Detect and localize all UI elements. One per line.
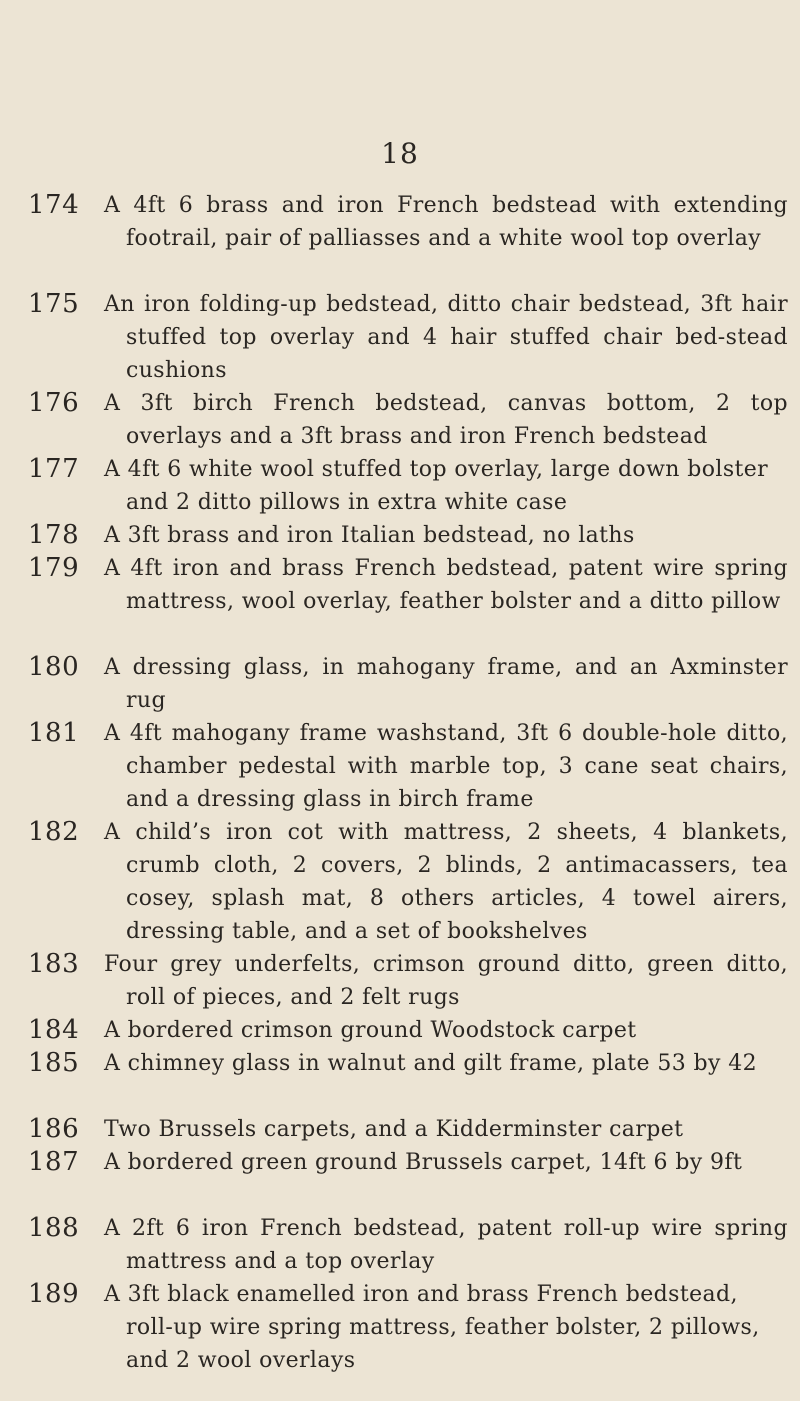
lot-item [28, 387, 788, 453]
lot-item [28, 1146, 788, 1212]
lot-description: A 4ft 6 brass and iron French bedstead with extending footrail, pair of palliasses and a white wool top overlay [104, 193, 788, 251]
lot-number: 176 [28, 388, 80, 418]
lot-item [28, 717, 788, 816]
lot-number: 180 [28, 652, 80, 682]
lot-number: 182 [28, 817, 80, 847]
lot-number: 183 [28, 949, 80, 979]
lot-description: A 4ft iron and brass French bedstead, patent wire spring mattress, wool overlay, feather bolster and a ditto pillow [104, 556, 788, 614]
lot-number: 178 [28, 520, 80, 550]
lot-number: 187 [28, 1147, 80, 1177]
lot-item [28, 288, 788, 387]
lot-description: A 4ft mahogany frame washstand, 3ft 6 double-hole ditto, chamber pedestal with marble top, 3 cane seat chairs, and a dressing glass in birch frame [104, 721, 788, 812]
lot-description: A chimney glass in walnut and gilt frame, plate 53 by 42 [104, 1051, 758, 1076]
lot-number: 185 [28, 1048, 80, 1078]
lot-description: A 3ft birch French bedstead, canvas bottom, 2 top overlays and a 3ft brass and iron French bedstead [104, 391, 788, 449]
page-number: 18 [381, 137, 419, 170]
lot-description: A 4ft 6 white wool stuffed top overlay, large down bolster and 2 ditto pillows in extra white case [104, 457, 769, 515]
lot-description: Four grey underfelts, crimson ground ditto, green ditto, roll of pieces, and 2 felt rugs [104, 952, 788, 1010]
lot-description: A 2ft 6 iron French bedstead, patent roll-up wire spring mattress and a top overlay [104, 1216, 788, 1274]
lot-item [28, 1113, 788, 1146]
lot-number: 177 [28, 454, 80, 484]
lot-number: 181 [28, 718, 80, 748]
lot-description: A child’s iron cot with mattress, 2 sheets, 4 blankets, crumb cloth, 2 covers, 2 blinds, 2 antimacassers, tea cosey, splash mat, 8 others articles, 4 towel airers, dressing table, and a set of bookshelves [104, 820, 788, 944]
lot-item [28, 453, 788, 519]
lot-number: 175 [28, 289, 80, 319]
lot-description: A 3ft black enamelled iron and brass French bedstead, roll-up wire spring mattress, feather bolster, 2 pillows, and 2 wool overlays [104, 1282, 760, 1373]
lot-item [28, 816, 788, 948]
lot-item [28, 1014, 788, 1047]
lot-number: 179 [28, 553, 80, 583]
lot-description: An iron folding-up bedstead, ditto chair bedstead, 3ft hair stuffed top overlay and 4 hair stuffed chair bed-stead cushions [104, 292, 788, 383]
lot-item [28, 1212, 788, 1278]
lot-description: A 3ft brass and iron Italian bedstead, no laths [104, 523, 635, 548]
lot-description: A dressing glass, in mahogany frame, and an Axminster rug [104, 655, 788, 713]
lot-item [28, 552, 788, 651]
lot-item [28, 189, 788, 288]
lot-item [28, 948, 788, 1014]
lot-item [28, 519, 788, 552]
lot-item [28, 1278, 788, 1377]
lot-number: 174 [28, 190, 80, 220]
lot-description: A bordered crimson ground Woodstock carpet [104, 1018, 637, 1043]
lot-number: 186 [28, 1114, 80, 1144]
lot-number: 184 [28, 1015, 80, 1045]
lot-item [28, 651, 788, 717]
lot-number: 188 [28, 1213, 80, 1243]
lot-number: 189 [28, 1279, 80, 1309]
lot-description: Two Brussels carpets, and a Kidderminster carpet [104, 1117, 684, 1142]
lot-description: A bordered green ground Brussels carpet, 14ft 6 by 9ft [104, 1150, 743, 1175]
lot-item [28, 1047, 788, 1113]
lot-list [28, 189, 788, 1377]
